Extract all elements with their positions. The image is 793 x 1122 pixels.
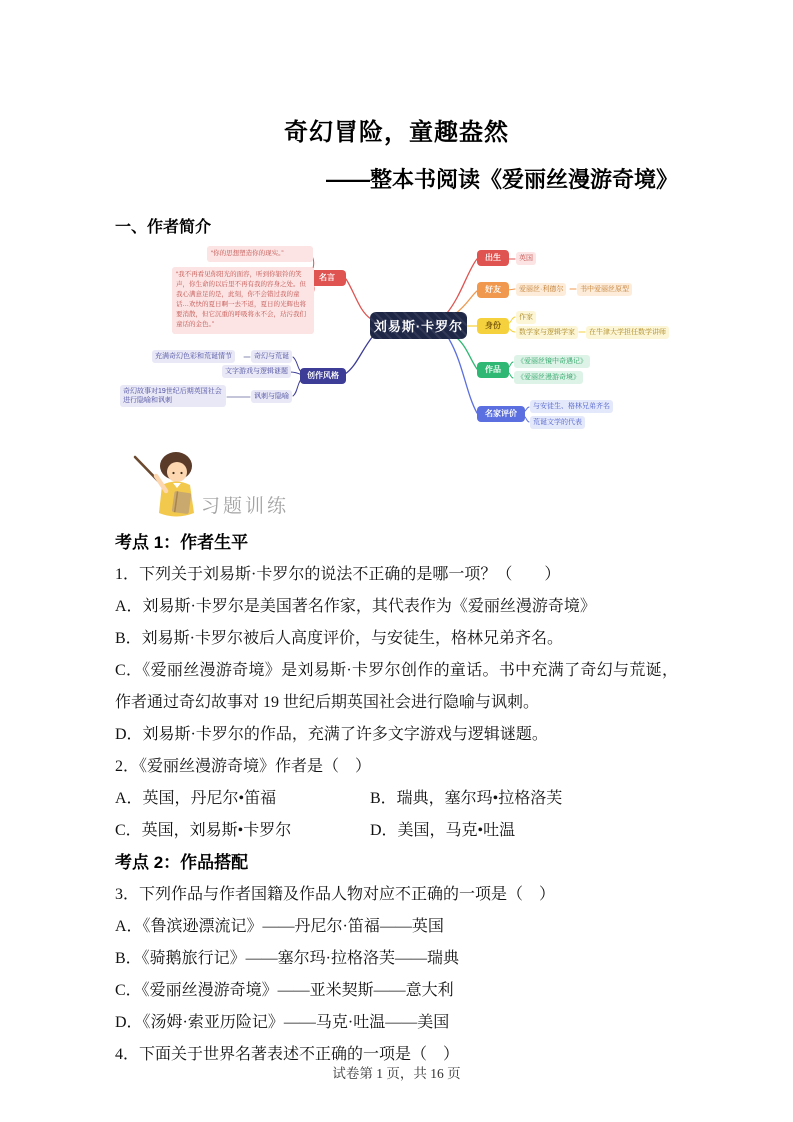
teacher-illustration <box>131 445 203 525</box>
question-3-stem: 3．下列作品与作者国籍及作品人物对应不正确的一项是（ ） <box>115 886 556 903</box>
mindmap-style-item1-tag: 奇幻与荒诞 <box>251 350 292 363</box>
question-2-option-b: B．瑞典，塞尔玛•拉格洛芙 <box>370 790 563 807</box>
question-1-stem: 1．下列关于刘易斯·卡罗尔的说法不正确的是哪一项？（ ） <box>115 566 561 583</box>
mindmap-style-item3-tag: 讽刺与隐喻 <box>251 390 292 403</box>
mindmap-branch-quotes: 名言 <box>308 270 346 286</box>
question-3-option-b: B．《骑鹅旅行记》——塞尔玛·拉格洛芙——瑞典 <box>115 950 460 967</box>
question-2-options-row-1 <box>115 783 678 815</box>
mindmap-identity-child3: 在牛津大学担任数学讲师 <box>586 326 669 339</box>
question-1-option-c: C．《爱丽丝漫游奇境》是刘易斯·卡罗尔创作的童话。书中充满了奇幻与荒诞，作者通过奇幻故事对 19 世纪后期英国社会进行隐喻与讽刺。 <box>115 662 678 711</box>
exercise-banner-label: 习题训练 <box>201 496 290 517</box>
question-2-options-row-2 <box>115 815 678 847</box>
mindmap-branch-birth: 出生 <box>477 250 509 266</box>
question-3-option-c: C．《爱丽丝漫游奇境》——亚米契斯——意大利 <box>115 982 454 999</box>
page-footer: 试卷第 1 页，共 16 页 <box>332 1066 461 1081</box>
mindmap-center-node: 刘易斯·卡罗尔 <box>370 312 467 339</box>
question-4-stem: 4．下面关于世界名著表述不正确的一项是（ ） <box>115 1046 460 1063</box>
question-1-option-a: A．刘易斯·卡罗尔是美国著名作家，其代表作为《爱丽丝漫游奇境》 <box>115 598 596 615</box>
kaodian1-heading: 考点 1：作者生平 <box>115 533 249 552</box>
mindmap-birth-child1: 英国 <box>516 252 536 265</box>
mindmap-works-child2: 《爱丽丝漫游奇境》 <box>514 371 583 384</box>
mindmap-branch-identity: 身份 <box>477 318 509 334</box>
mindmap-review-child2: 荒诞文学的代表 <box>530 416 585 429</box>
mindmap-friend-child1: 爱丽丝·利德尔 <box>516 283 566 296</box>
kaodian2-heading: 考点 2：作品搭配 <box>115 853 249 872</box>
mindmap-quote-short: “你的思想塑造你的现实。” <box>207 246 313 262</box>
question-2-option-a: A．英国，丹尼尔•笛福 <box>115 790 277 807</box>
author-mindmap <box>115 241 693 439</box>
page-title: 奇幻冒险，童趣盎然 <box>284 119 509 146</box>
mindmap-review-child1: 与安徒生、格林兄弟齐名 <box>530 400 613 413</box>
mindmap-identity-child1: 作家 <box>516 311 536 324</box>
mindmap-branch-works: 作品 <box>477 362 509 378</box>
mindmap-style-item3-desc: 奇幻故事对19世纪后期英国社会进行隐喻和讽刺 <box>120 385 226 407</box>
question-2-stem: 2．《爱丽丝漫游奇境》作者是（ ） <box>115 758 372 775</box>
question-2-option-d: D．美国，马克•吐温 <box>370 822 516 839</box>
mindmap-works-child1: 《爱丽丝镜中奇遇记》 <box>514 355 590 368</box>
mindmap-branch-style: 创作风格 <box>300 368 346 384</box>
question-3-option-d: D．《汤姆·索亚历险记》——马克·吐温——美国 <box>115 1014 450 1031</box>
mindmap-quote-long: “我不再看见你阳光的面容，听到你银铃的笑声，你生命的以后里不再有我的容身之处。但我心满意足的是，此刻，你不会错过我的童话…欢快的夏日啊一去不返，夏日的光辉也将要消散，但它沉重的呼吸将永不会，玷污我们童话的金色。” <box>172 267 314 334</box>
page-subtitle: ——整本书阅读《爱丽丝漫游奇境》 <box>325 167 678 192</box>
mindmap-branch-review: 名家评价 <box>477 406 525 422</box>
question-3-option-a: A．《鲁滨逊漂流记》——丹尼尔·笛福——英国 <box>115 918 444 935</box>
question-1-option-d: D．刘易斯·卡罗尔的作品，充满了许多文字游戏与逻辑谜题。 <box>115 726 548 743</box>
question-2-option-c: C．英国，刘易斯•卡罗尔 <box>115 822 292 839</box>
mindmap-friend-child2: 书中爱丽丝原型 <box>577 283 632 296</box>
section-heading-author-intro: 一、作者简介 <box>115 219 212 236</box>
question-1-option-b: B．刘易斯·卡罗尔被后人高度评价，与安徒生，格林兄弟齐名。 <box>115 630 564 647</box>
exercise-banner <box>115 443 678 527</box>
mindmap-branch-friend: 好友 <box>477 282 509 298</box>
mindmap-identity-child2: 数学家与逻辑学家 <box>516 326 578 339</box>
mindmap-style-item2-tag: 文字游戏与逻辑谜题 <box>222 365 291 378</box>
mindmap-style-item1-desc: 充满奇幻色彩和荒诞情节 <box>152 350 235 363</box>
